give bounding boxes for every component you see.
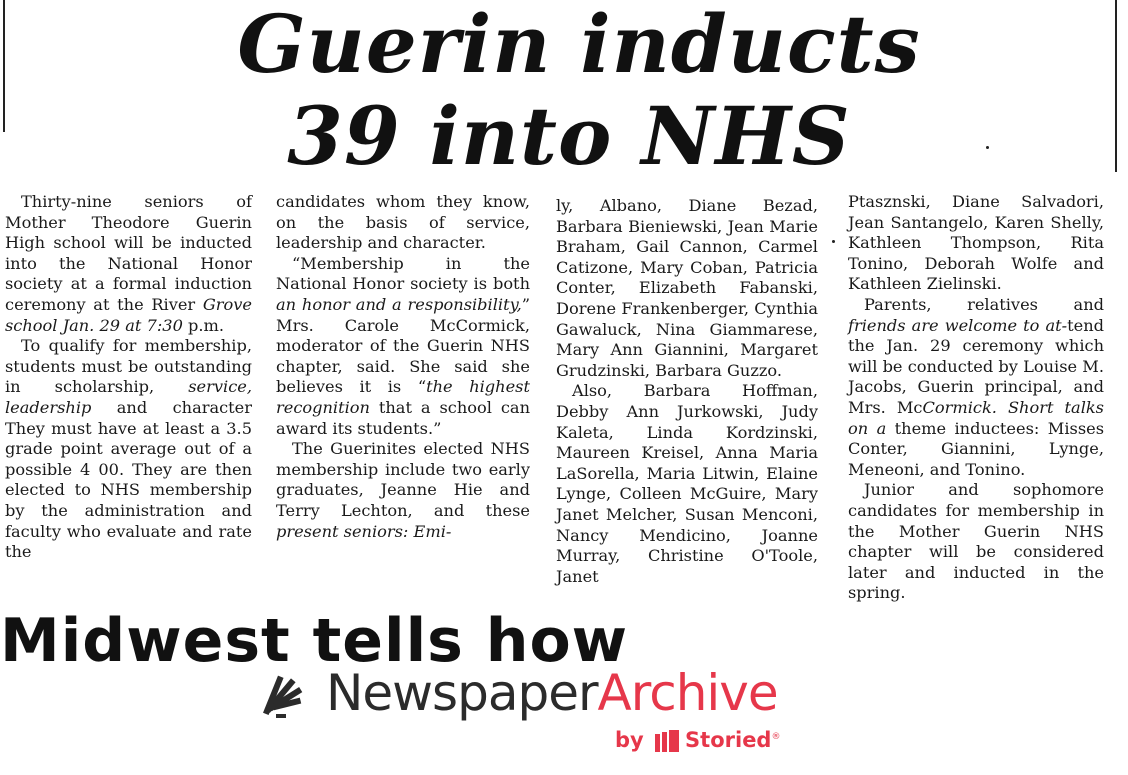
paragraph-text: The Guerinites elected NHS membership include two early graduates, Jeanne Hie and Terry Lechton, and these [276, 439, 530, 520]
newspaperarchive-watermark [272, 660, 862, 756]
paragraph-text: and character They must have at least a 3.5 grade point average out of a possible 4 00. They are then elected to NHS membership by the administration and faculty who evaluate and rate the [5, 397, 252, 562]
article-column-3 [556, 196, 818, 587]
article-column-2 [276, 192, 530, 542]
paragraph-text: “Membership in the National Honor society is both [276, 253, 530, 294]
paragraph-text: Also, Barbara Hoffman, Debby Ann Jurkowski, Judy Kaleta, Linda Kordzinski, Maureen Kreisel, Anna Maria LaSorella, Maria Litwin, Elaine Lynge, Colleen McGuire, Mary Janet Melcher, Susan Menconi, Nancy Mendicino, Joanne Murray, Christine O'Toole, Janet [556, 381, 818, 586]
newspaperarchive-rays-icon [274, 670, 324, 720]
article-paragraph [556, 196, 818, 381]
article-headline [0, 0, 1128, 186]
headline-line-2: 39 into NHS [287, 89, 851, 183]
italic-text: the highest recognition [276, 377, 530, 417]
headline-line-1: Guerin inducts [237, 0, 921, 91]
paragraph-text: Junior and sophomore candidates for membership in the Mother Guerin NHS chapter will be considered later and inducted in the spring. [848, 480, 1104, 603]
paragraph-text: that a school can award its students.” [276, 397, 530, 438]
paragraph-text: ” Mrs. Carole McCormick, moderator of the Guerin NHS chapter, said. She said she believes it is “ [276, 294, 530, 397]
byline-storied: Storied [685, 728, 772, 752]
paragraph-text: Thirty-nine seniors of Mother Theodore Guerin High school will be inducted into the National Honor society at a formal induction ceremony at the River [5, 192, 252, 314]
italic-text: Cormick. Short talks on a [848, 397, 1104, 438]
article-paragraph [848, 192, 1104, 295]
paragraph-text: tend the Jan. 29 ceremony which will be conducted by Louise M. Jacobs, Guerin principal, and Mrs. Mc [848, 315, 1104, 417]
article-paragraph [848, 295, 1104, 480]
brand-part-newspaper: Newspaper [326, 664, 598, 722]
paragraph-text: p.m. [182, 315, 225, 335]
next-article-headline-cropped: Midwest tells how [0, 606, 629, 676]
article-paragraph [5, 192, 252, 336]
paragraph-text: To qualify for membership, students must be outstanding in scholarship, [5, 336, 252, 397]
article-paragraph [556, 381, 818, 587]
article-column-4 [848, 192, 1104, 604]
italic-text: friends are welcome to at- [848, 315, 1068, 335]
article-paragraph [276, 192, 530, 254]
print-speck [832, 240, 835, 243]
article-paragraph [848, 480, 1104, 604]
storied-bars-icon [655, 730, 681, 752]
registered-mark: ® [771, 732, 781, 742]
article-paragraph [5, 336, 252, 563]
paragraph-text: theme inductees: Misses Conter, Giannini, Lynge, Meneoni, and Tonino. [848, 418, 1105, 479]
article-column-1 [5, 192, 252, 563]
brand-part-archive: Archive [597, 664, 778, 722]
article-paragraph [276, 439, 530, 542]
paragraph-text: candidates whom they know, on the basis of service, leadership and character. [276, 192, 530, 253]
brand-byline [615, 722, 780, 755]
paragraph-text: Parents, relatives and [864, 294, 1104, 314]
brand-wordmark [326, 660, 778, 726]
italic-text: an honor and a responsibility, [276, 294, 522, 314]
paragraph-text: ly, Albano, Diane Bezad, Barbara Bieniewski, Jean Marie Braham, Gail Cannon, Carmel Catizone, Mary Coban, Patricia Conter, Elizabeth Fabanski, Dorene Frankenberger, Cynthia Gawaluck, Nina Giammarese, Mary Ann Giannini, Margaret Grudzinski, Barbara Guzzo. [556, 196, 818, 380]
italic-text: present seniors: Emi- [276, 521, 452, 541]
italic-text: Grove school Jan. 29 at 7:30 [5, 294, 252, 335]
paragraph-text: Ptasznski, Diane Salvadori, Jean Santangelo, Karen Shelly, Kathleen Thompson, Rita Tonino, Deborah Wolfe and Kathleen Zielinski. [848, 192, 1104, 294]
byline-by: by [615, 728, 644, 752]
italic-text: service, leadership [5, 377, 252, 417]
article-paragraph [276, 254, 530, 439]
